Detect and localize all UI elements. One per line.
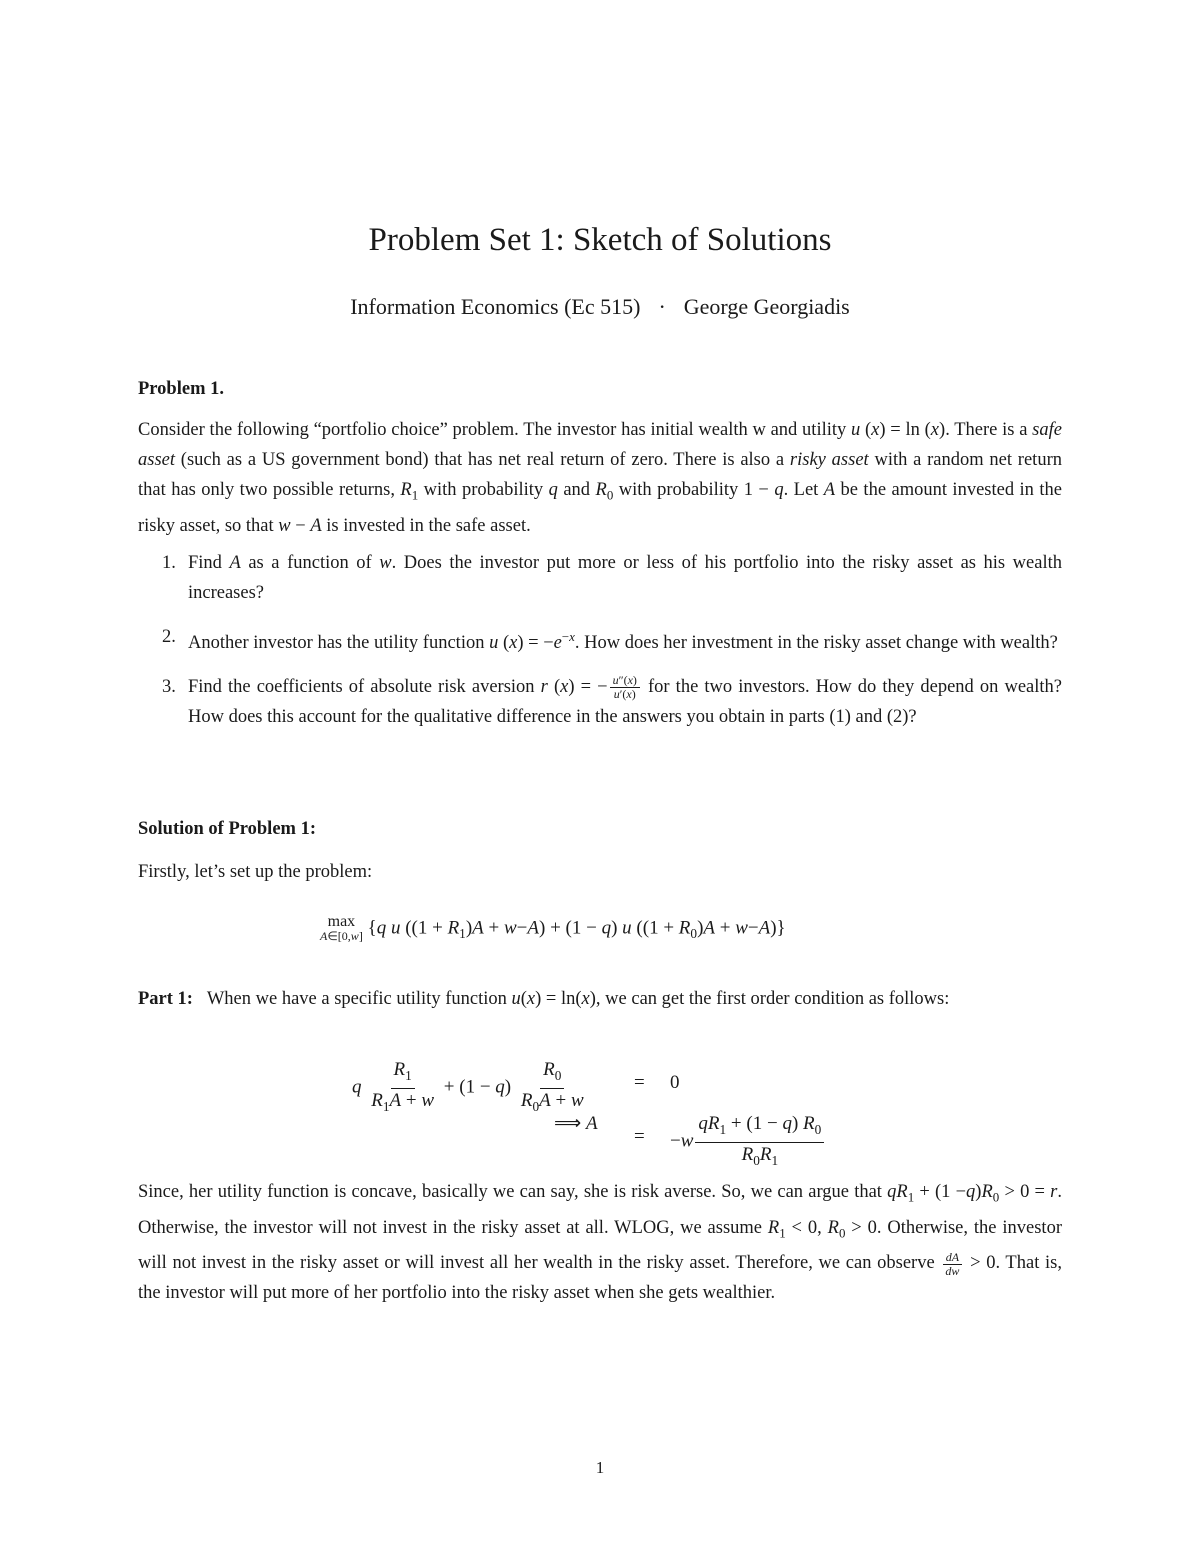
safe-asset-term: safe asset xyxy=(138,420,1062,470)
page-number: 1 xyxy=(595,1458,605,1477)
course-name: Information Economics (Ec 515) xyxy=(350,294,641,319)
foc-equation-2: ⟹ A = −w $\frac{qR_1 + (1 - q) R_0}{R_0R_1}$ xyxy=(554,1112,914,1135)
subtitle xyxy=(0,294,1200,320)
author-name: George Georgiadis xyxy=(683,294,850,319)
question-list xyxy=(162,548,1062,746)
page-title: Problem Set 1: Sketch of Solutions xyxy=(368,222,832,258)
list-item: 2. Another investor has the utility function u $(x) = -e^{-x}$. How does her investment in the risky asset change with wealth? xyxy=(162,627,1058,654)
problem-heading: Problem 1. xyxy=(138,379,224,399)
list-item: 3. Find the coefficients of absolute risk aversion r (x) = − $\frac{u''(x)}{u'(x)}$ for the two investors. How do they depend on wealth? How does this account for the qualitative difference in the answers you obtain in parts (1) and (2)? xyxy=(162,673,1062,728)
foc-equation-1: q $\frac{R_1}{R_1A + w}$ + (1 − q) $\frac{R_0}{R_0A + w}$ = 0 xyxy=(352,1059,680,1114)
part1-text: Part 1: When we have a specific utility function u(x) = ln(x), we can get the first order condition as follows: xyxy=(138,989,950,1009)
solution-heading: Solution of Problem 1: xyxy=(138,819,316,839)
maximization-equation: max A∈[0,w] {q u $((1 + R_1)A + w-A) + (1 - q)$ u $((1 + R_0)A + w-A)$} xyxy=(320,913,786,943)
conclusion-text: Since, her utility function is concave, basically we can say, she is risk averse. So, we can argue that $qR_1 + (1 -q)R_0 > 0 = r$. Otherwise, the investor will not invest in the risky asset at all. WLOG, we assume $R_1 < 0$, $R_0 > 0$. Otherwise, the investor will not invest in the risky asset or will invest all her wealth in the risky asset. Therefore, we can observe $\frac{dA}{dw}$ > 0. That is, the investor will put more of her portfolio into the risky asset when she gets wealthier. xyxy=(138,1182,1062,1304)
part1-label: Part 1: xyxy=(138,989,193,1009)
problem-statement: Consider the following “portfolio choice” problem. The investor has initial wealth w and utility u (x) = ln (x). There is a safe asset (such as a US government bond) that has net real return of zero. There is also a risky asset with a random net return that has only two possible returns, $R_1$ with probability q and $R_0$ with probability 1 − q. Let A be the amount invested in the risky asset, so that w − A is invested in the safe asset. xyxy=(138,420,1062,536)
list-item: 1. Find A as a function of w. Does the investor put more or less of his portfolio into the risky asset as his wealth increases? xyxy=(162,553,1062,603)
setup-text: Firstly, let’s set up the problem: xyxy=(138,862,373,882)
separator: · xyxy=(658,294,666,319)
risky-asset-term: risky asset xyxy=(789,450,869,470)
